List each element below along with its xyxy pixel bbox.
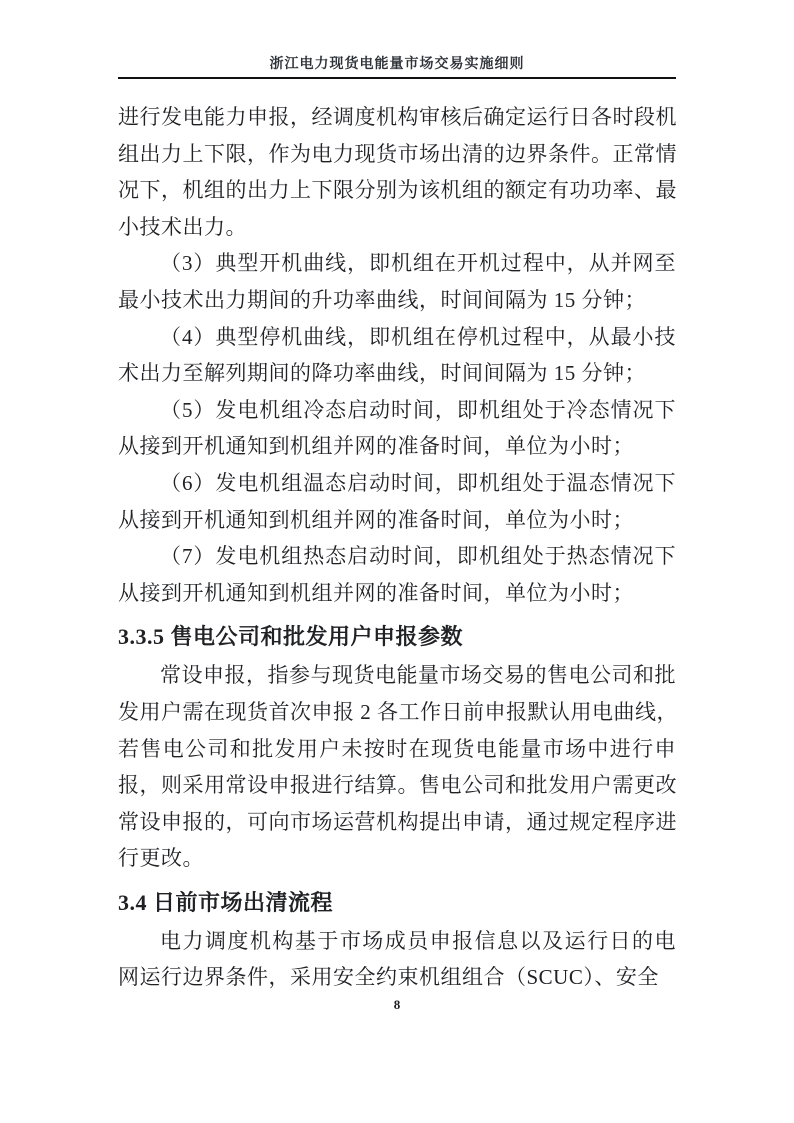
text-line: 行更改。: [118, 846, 204, 871]
text-line: （4）典型停机曲线，即机组在停机过程中，从最小技: [160, 324, 676, 349]
text-line: 网运行边界条件，采用安全约束机组组合（SCUC）、安全: [118, 965, 659, 990]
text-line: （6）发电机组温态启动时间，即机组处于温态情况下: [160, 470, 676, 495]
page-footer: [0, 997, 794, 1013]
paragraph: [118, 538, 676, 611]
paragraph: [118, 465, 676, 538]
page-header: [118, 56, 676, 74]
text-line: 从接到开机通知到机组并网的准备时间，单位为小时；: [118, 434, 634, 459]
text-line: 进行发电能力申报，经调度机构审核后确定运行日各时段机: [118, 105, 677, 129]
text-line: 电力调度机构基于市场成员申报信息以及运行日的电: [160, 928, 676, 953]
text-line: 常设申报，指参与现货电能量市场交易的售电公司和批: [160, 663, 676, 688]
text-line: 若售电公司和批发用户未按时在现货电能量市场中进行申: [118, 736, 676, 761]
text-line: 小技术出力。: [118, 214, 247, 239]
text-line: 最小技术出力期间的升功率曲线，时间间隔为 15 分钟；: [118, 287, 646, 312]
page-number: 8: [393, 997, 401, 1012]
text-line: 组出力上下限，作为电力现货市场出清的边界条件。正常情: [118, 141, 677, 166]
text-line: 从接到开机通知到机组并网的准备时间，单位为小时；: [118, 580, 634, 605]
text-line: 从接到开机通知到机组并网的准备时间，单位为小时；: [118, 507, 634, 532]
text-line: 常设申报的，可向市场运营机构提出申请，通过规定程序进: [118, 809, 677, 834]
header-title: 浙江电力现货电能量市场交易实施细则: [269, 57, 525, 72]
paragraph: [118, 392, 676, 465]
text-line: （5）发电机组冷态启动时间，即机组处于冷态情况下: [160, 397, 676, 422]
paragraph: [118, 657, 676, 877]
paragraph: [118, 99, 676, 245]
text-line: （7）发电机组热态启动时间，即机组处于热态情况下: [160, 544, 676, 569]
text-line: （3）典型开机曲线，即机组在开机过程中，从并网至: [160, 251, 676, 276]
section-heading: 3.4 日前市场出清流程: [118, 889, 334, 915]
paragraph: [118, 245, 676, 318]
text-line: 报，则采用常设申报进行结算。售电公司和批发用户需更改: [118, 773, 677, 798]
text-line: 况下，机组的出力上下限分别为该机组的额定有功功率、最: [118, 178, 677, 203]
section-heading: 3.3.5 售电公司和批发用户申报参数: [118, 624, 464, 650]
text-line: 术出力至解列期间的降功率曲线，时间间隔为 15 分钟；: [118, 361, 646, 386]
header-rule: [118, 77, 676, 79]
paragraph: [118, 923, 676, 996]
text-line: 发用户需在现货首次申报 2 各工作日前申报默认用电曲线，: [118, 699, 678, 724]
document-body: [118, 99, 676, 996]
paragraph: [118, 319, 676, 392]
